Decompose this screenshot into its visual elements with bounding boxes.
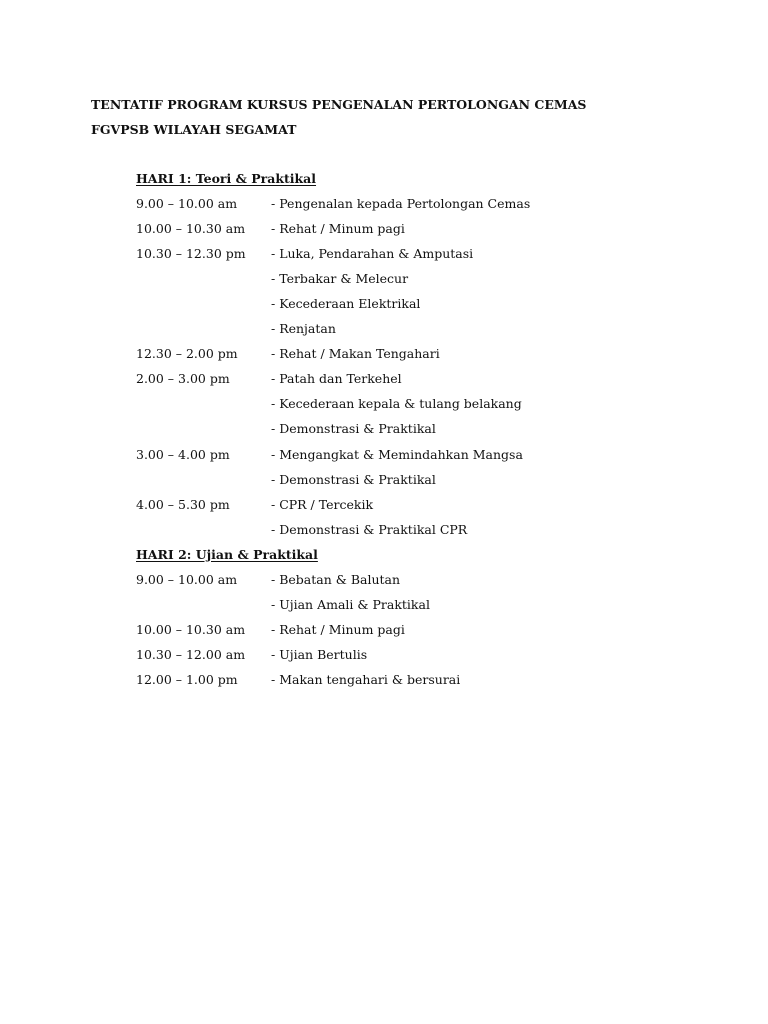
schedule-row bbox=[136, 316, 696, 341]
day-heading bbox=[136, 166, 696, 191]
time-slot: 3.00 – 4.00 pm bbox=[136, 446, 230, 462]
time-slot: 4.00 – 5.30 pm bbox=[136, 496, 230, 512]
schedule-row bbox=[136, 266, 696, 291]
activity: - Demonstrasi & Praktikal bbox=[271, 471, 436, 487]
time-slot: 9.00 – 10.00 am bbox=[136, 571, 238, 587]
activity: - Demonstrasi & Praktikal bbox=[271, 421, 436, 437]
document-title: TENTATIF PROGRAM KURSUS PENGENALAN PERTOLONGAN CEMAS bbox=[91, 97, 587, 112]
schedule-row bbox=[136, 667, 696, 692]
activity: - Kecederaan kepala & tulang belakang bbox=[271, 396, 522, 412]
time-slot: 9.00 – 10.00 am bbox=[136, 196, 238, 212]
schedule-row bbox=[136, 592, 696, 617]
document-subtitle: FGVPSB WILAYAH SEGAMAT bbox=[91, 122, 297, 137]
schedule-row bbox=[136, 216, 696, 241]
activity: - Rehat / Minum pagi bbox=[271, 621, 405, 637]
activity: - Renjatan bbox=[271, 321, 336, 337]
day-heading bbox=[136, 542, 696, 567]
activity: - Rehat / Minum pagi bbox=[271, 221, 405, 237]
time-slot: 10.00 – 10.30 am bbox=[136, 221, 246, 237]
activity: - Rehat / Makan Tengahari bbox=[271, 346, 440, 362]
schedule-row bbox=[136, 617, 696, 642]
day-1-heading: HARI 1: Teori & Praktikal bbox=[136, 171, 317, 187]
activity: - Makan tengahari & bersurai bbox=[271, 671, 461, 687]
time-slot: 12.30 – 2.00 pm bbox=[136, 346, 238, 362]
activity: - Luka, Pendarahan & Amputasi bbox=[271, 246, 474, 262]
time-slot: 10.30 – 12.30 pm bbox=[136, 246, 246, 262]
activity: - Kecederaan Elektrikal bbox=[271, 296, 421, 312]
time-slot: 2.00 – 3.00 pm bbox=[136, 371, 230, 387]
schedule-row bbox=[136, 391, 696, 416]
activity: - Demonstrasi & Praktikal CPR bbox=[271, 521, 468, 537]
schedule bbox=[136, 166, 696, 692]
schedule-row bbox=[136, 567, 696, 592]
schedule-row bbox=[136, 442, 696, 467]
document-title-block bbox=[91, 92, 586, 142]
schedule-row bbox=[136, 191, 696, 216]
schedule-row bbox=[136, 416, 696, 441]
schedule-row bbox=[136, 642, 696, 667]
time-slot: 10.30 – 12.00 am bbox=[136, 646, 246, 662]
activity: - Bebatan & Balutan bbox=[271, 571, 401, 587]
schedule-row bbox=[136, 492, 696, 517]
activity: - Pengenalan kepada Pertolongan Cemas bbox=[271, 196, 531, 212]
schedule-row bbox=[136, 517, 696, 542]
schedule-row bbox=[136, 467, 696, 492]
activity: - CPR / Tercekik bbox=[271, 496, 374, 512]
activity: - Ujian Bertulis bbox=[271, 646, 368, 662]
schedule-row bbox=[136, 291, 696, 316]
schedule-row bbox=[136, 341, 696, 366]
activity: - Ujian Amali & Praktikal bbox=[271, 596, 430, 612]
time-slot: 12.00 – 1.00 pm bbox=[136, 671, 238, 687]
schedule-row bbox=[136, 366, 696, 391]
schedule-row bbox=[136, 241, 696, 266]
day-2-heading: HARI 2: Ujian & Praktikal bbox=[136, 546, 318, 562]
time-slot: 10.00 – 10.30 am bbox=[136, 621, 246, 637]
activity: - Mengangkat & Memindahkan Mangsa bbox=[271, 446, 523, 462]
activity: - Terbakar & Melecur bbox=[271, 271, 409, 287]
activity: - Patah dan Terkehel bbox=[271, 371, 402, 387]
